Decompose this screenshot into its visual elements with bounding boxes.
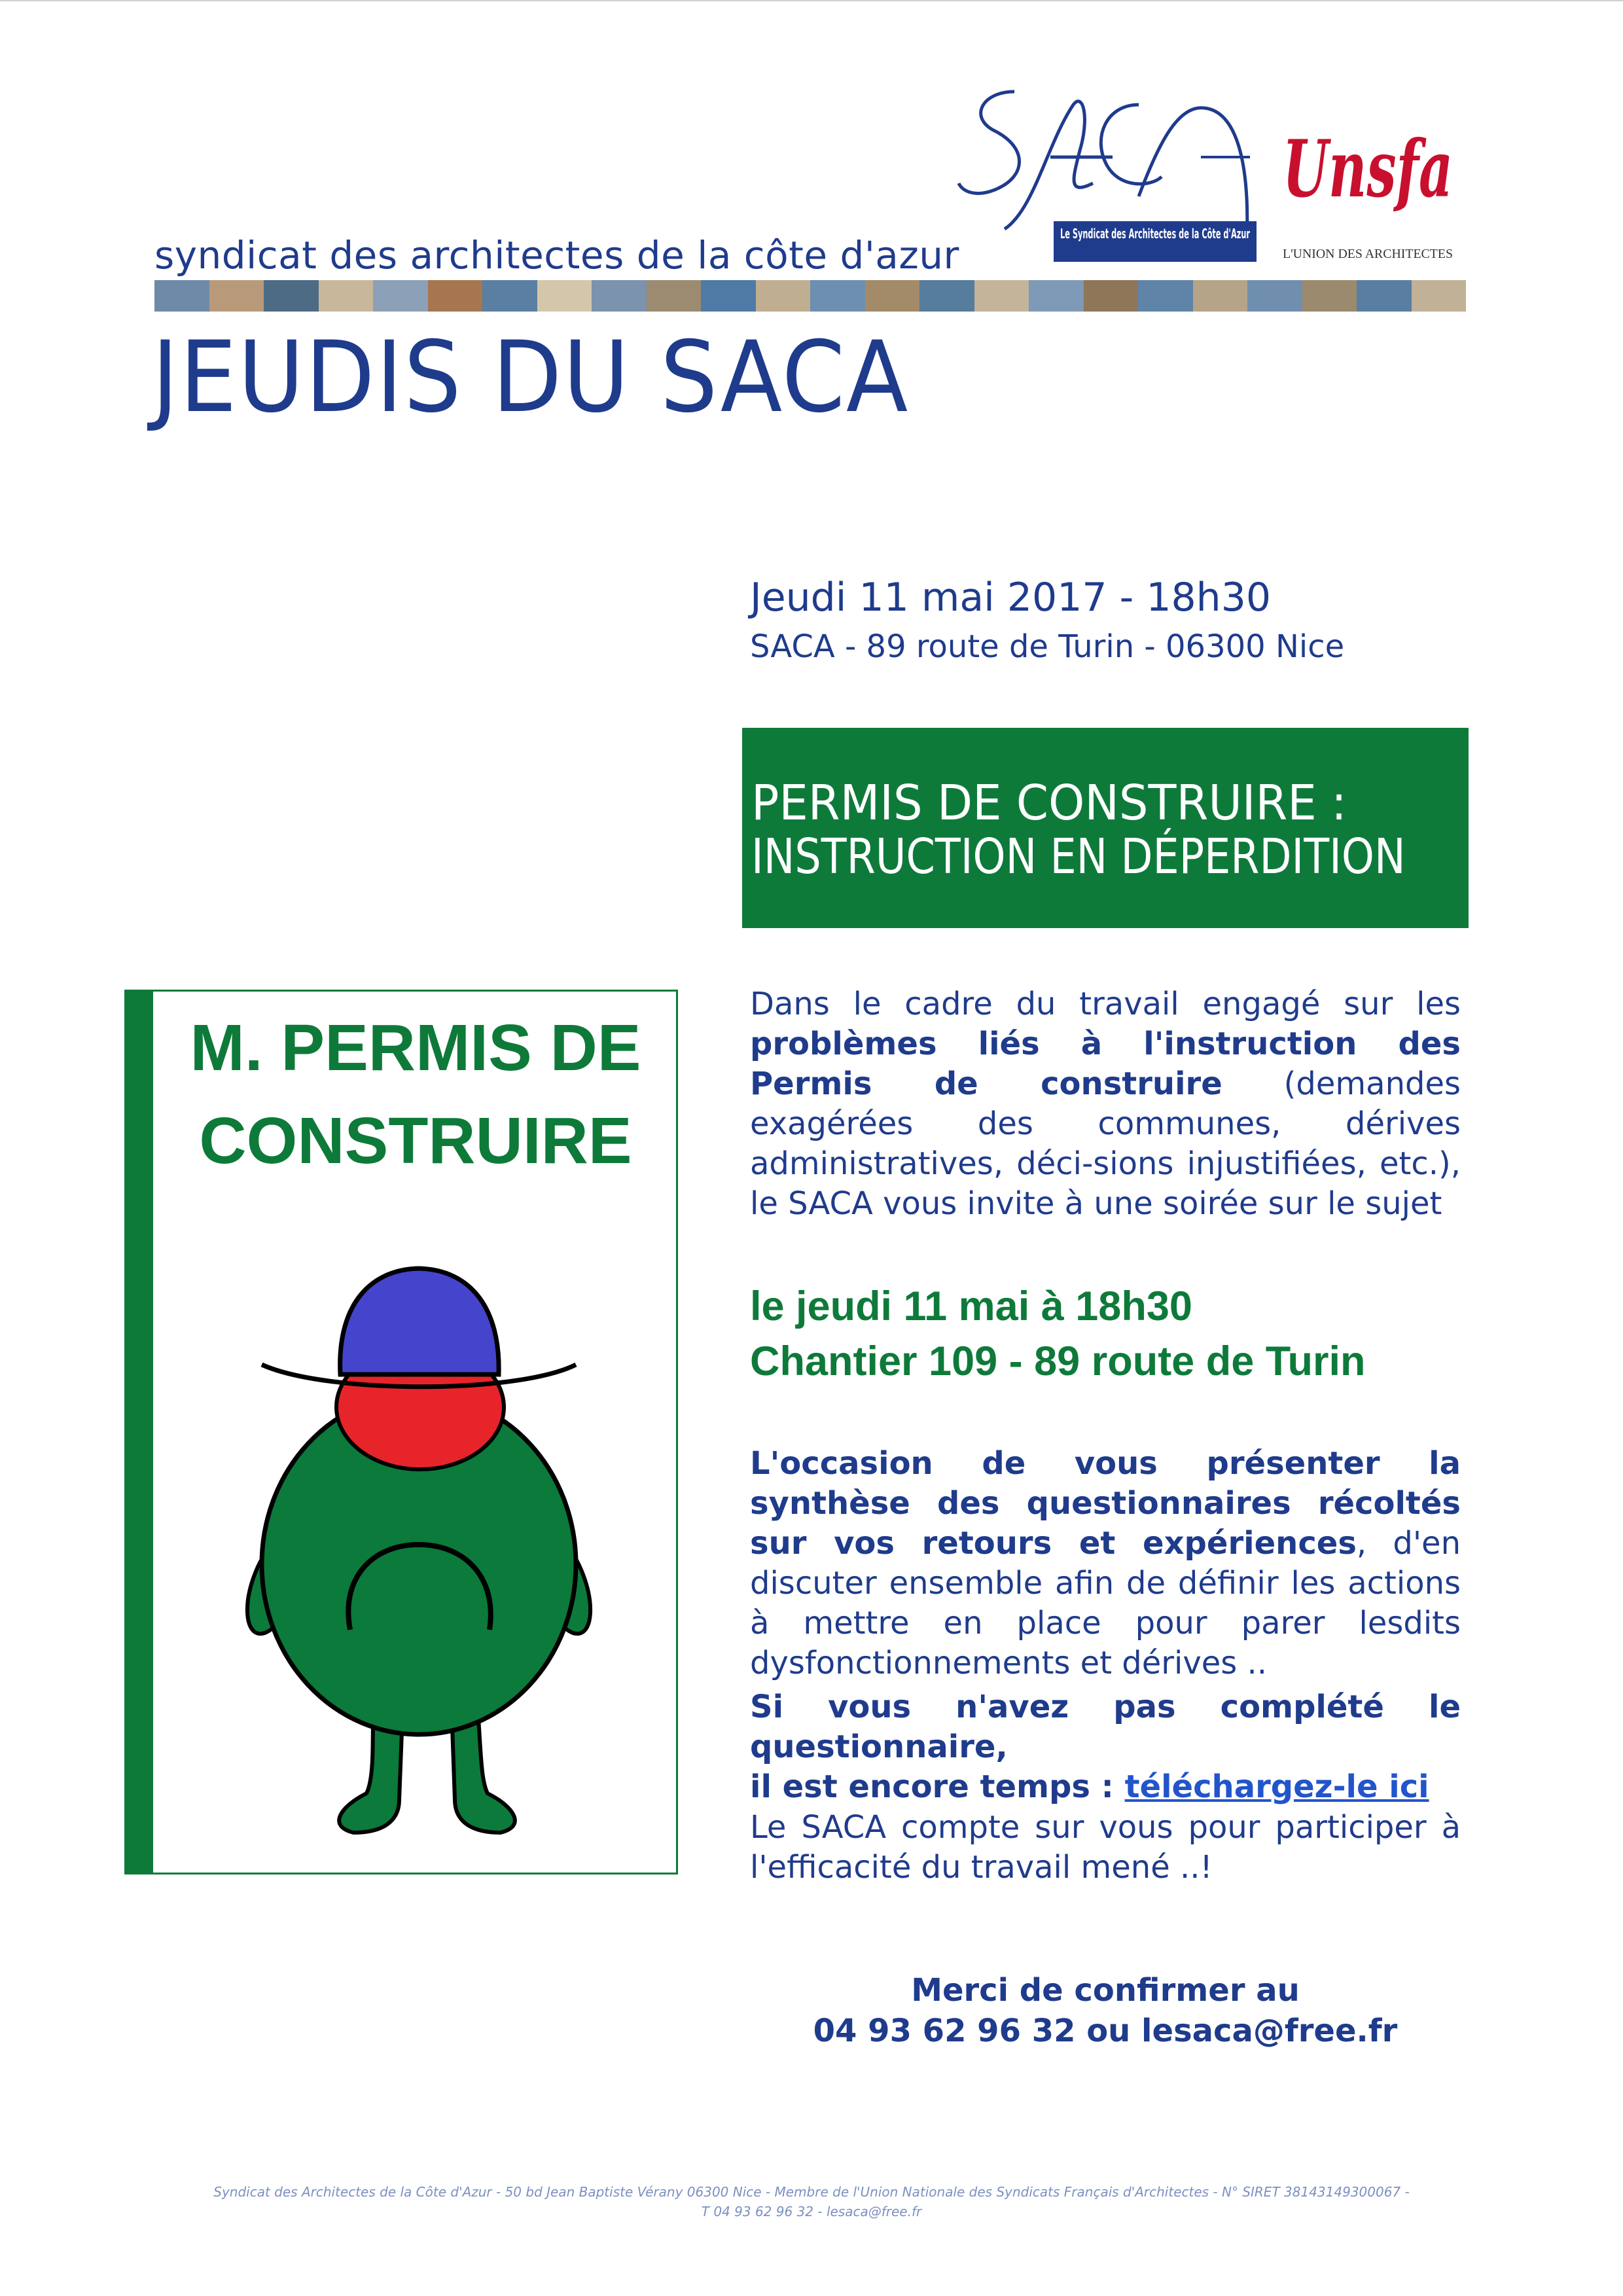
purpose-text: , d'en discuter ensemble afin de définir les actions à mettre en place pour parer lesdits dysfonctionnements et dérives .. [750, 1525, 1461, 1681]
top-rule [0, 0, 1623, 1]
meeting-location: Chantier 109 - 89 route de Turin [750, 1338, 1366, 1384]
meeting-details [750, 1279, 1461, 1389]
questionnaire-paragraph [750, 1687, 1461, 1807]
saca-logo-caption: Le Syndicat des Architectes de la Côte d'Azur [1060, 226, 1251, 242]
questionnaire-line-1: Si vous n'avez pas complété le questionnaire, [750, 1689, 1461, 1765]
footer-line-1: Syndicat des Architectes de la Côte d'Azur - 50 bd Jean Baptiste Vérany 06300 Nice - Membre de l'Union Nationale des Syndicats Français d'Architectes - N° SIRET 38143149300067 - [213, 2184, 1410, 2200]
mascot-illustration [177, 1257, 661, 1859]
sidebar-title-line-1: M. PERMIS DE [190, 1011, 641, 1085]
topic-line-2: INSTRUCTION EN DÉPERDITION [751, 829, 1406, 885]
rsvp-block [750, 1970, 1461, 2051]
page-title: JEUDIS DU SACA [152, 321, 910, 435]
questionnaire-line-2: il est encore temps : [750, 1768, 1114, 1805]
footer [157, 2182, 1466, 2221]
sidebar-title [153, 1001, 678, 1187]
closing-paragraph: Le SACA compte sur vous pour participer à l'efficacité du travail mené ..! [750, 1809, 1461, 1886]
purpose-highlight: L'occasion de vous présenter la synthèse des questionnaires récoltés sur vos retours et expériences [750, 1445, 1461, 1562]
intro-text-a: Dans le cadre du travail engagé sur les [750, 986, 1461, 1022]
purpose-paragraph [750, 1444, 1461, 1683]
unsfa-logo-text: Unsfa [1283, 123, 1453, 215]
unsfa-caption: L'UNION DES ARCHITECTES [1283, 247, 1453, 261]
footer-line-2: T 04 93 62 96 32 - lesaca@free.fr [701, 2204, 922, 2219]
sidebar-accent-bar [124, 990, 153, 1874]
event-place: SACA - 89 route de Turin - 06300 Nice [750, 628, 1345, 665]
intro-text-b: (demandes exagérées des communes, dérives administratives, déci-sions injustifiées, etc.), le SACA vous invite à une soirée sur le sujet [750, 1066, 1461, 1222]
org-name: syndicat des architectes de la côte d'azur [154, 233, 959, 278]
saca-logo [942, 79, 1263, 268]
meeting-date: le jeudi 11 mai à 18h30 [750, 1283, 1192, 1329]
topic-line-1: PERMIS DE CONSTRUIRE : [751, 775, 1347, 831]
intro-highlight: problèmes liés à l'instruction des Permis de construire [750, 1026, 1461, 1102]
rsvp-line-1: Merci de confirmer au [911, 1972, 1300, 2009]
rsvp-contact: 04 93 62 96 32 ou lesaca@free.fr [813, 2013, 1398, 2049]
sidebar-title-line-2: CONSTRUIRE [199, 1104, 632, 1177]
unsfa-logo [1276, 98, 1459, 268]
download-link[interactable]: téléchargez-le ici [1124, 1768, 1429, 1805]
event-date: Jeudi 11 mai 2017 - 18h30 [750, 575, 1272, 620]
intro-paragraph [750, 984, 1461, 1224]
photo-strip [154, 280, 1466, 312]
